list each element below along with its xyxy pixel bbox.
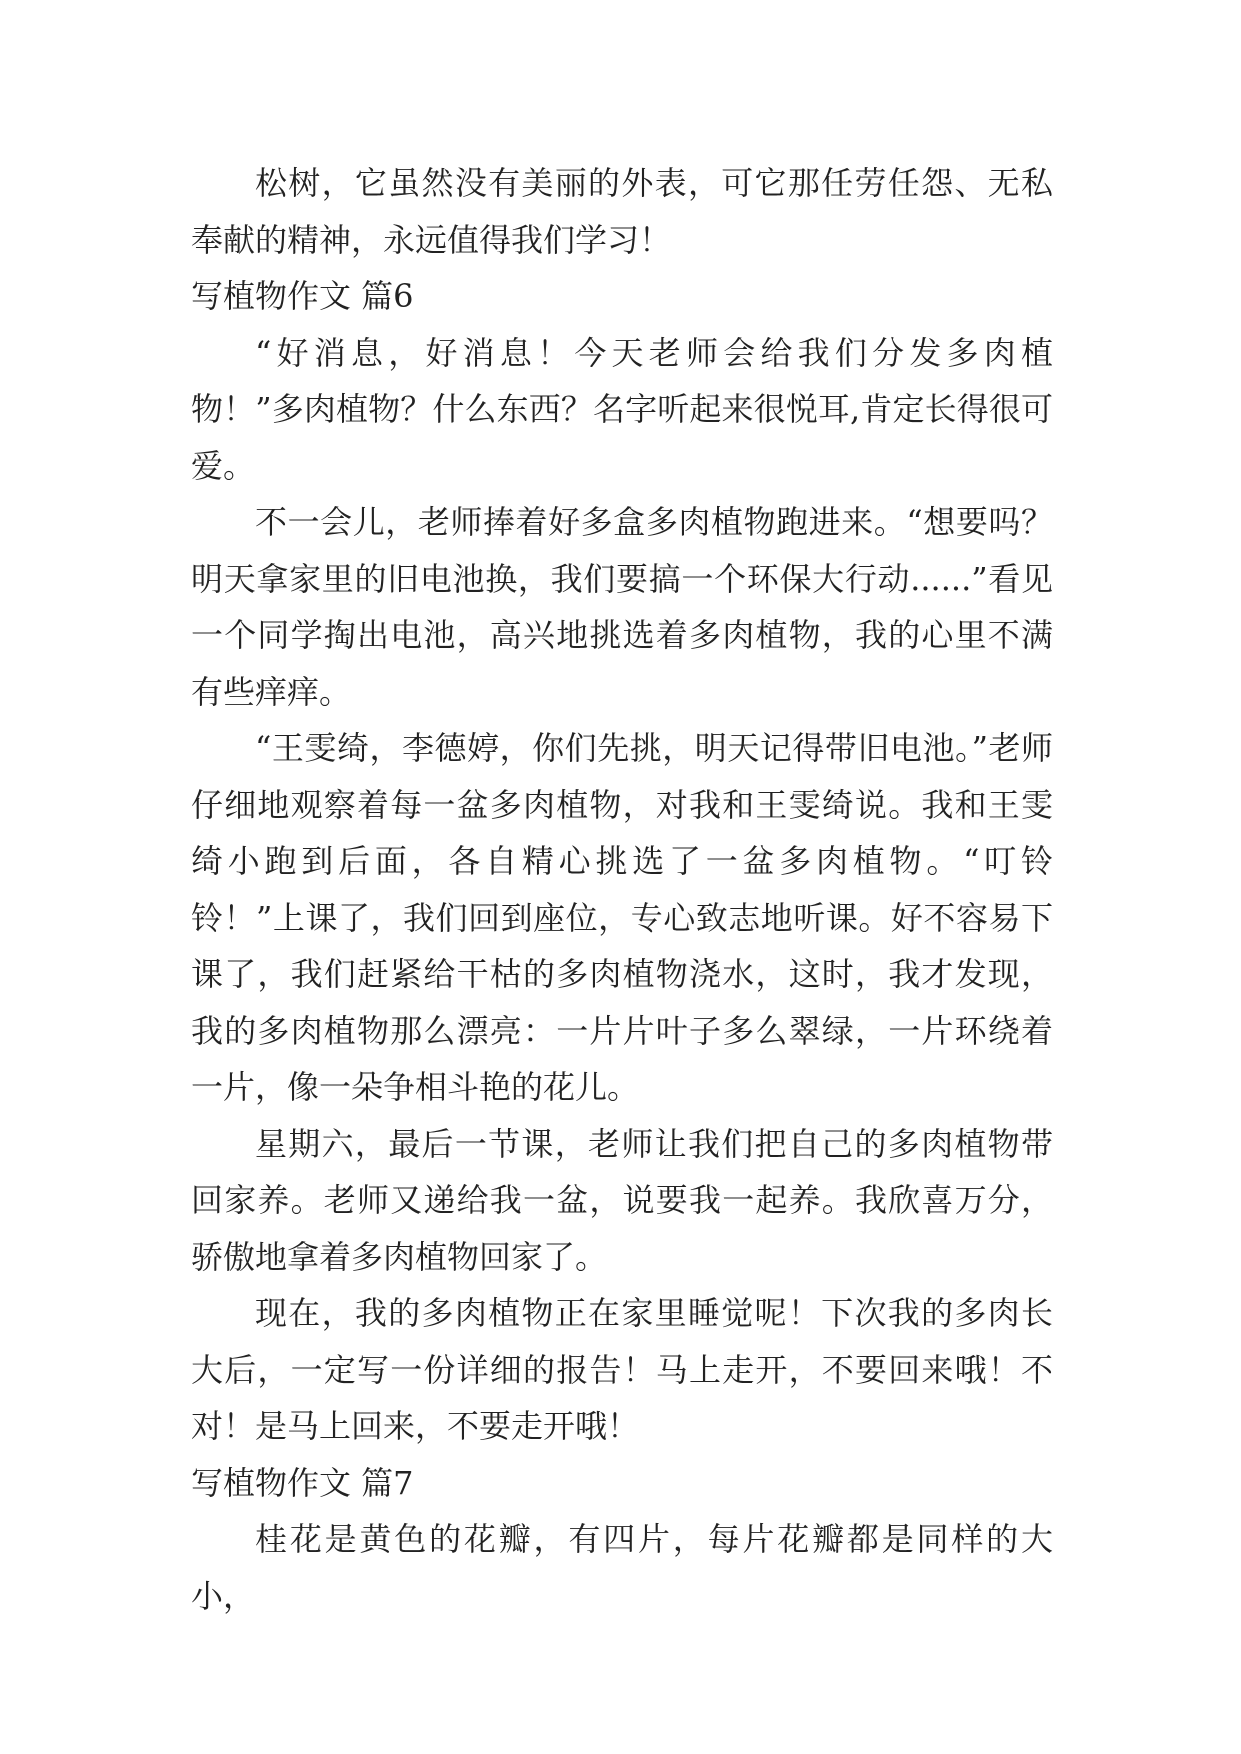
section-heading-essay-6: 写植物作文 篇6: [191, 277, 414, 315]
paragraph-saturday: 星期六，最后一节课，老师让我们把自己的多肉植物带回家养。老师又递给我一盆，说要我一起养。我欣喜万分，骄傲地拿着多肉植物回家了。: [191, 1124, 1053, 1276]
paragraph-choosing-plants: “王雯绮，李德婷，你们先挑，明天记得带旧电池。”老师仔细地观察着每一盆多肉植物，对我和王雯绮说。我和王雯绮小跑到后面，各自精心挑选了一盆多肉植物。“叮铃铃！”上课了，我们回到座位，专心致志地听课。好不容易下课了，我们赶紧给干枯的多肉植物浇水，这时，我才发现，我的多肉植物那么漂亮：一片片叶子多么翠绿，一片环绕着一片，像一朵争相斗艳的花儿。: [191, 729, 1053, 1106]
paragraph-pine-tree: 松树，它虽然没有美丽的外表，可它那任劳任怨、无私奉献的精神，永远值得我们学习！: [191, 164, 1053, 259]
paragraph-good-news: “好消息，好消息！今天老师会给我们分发多肉植物！”多肉植物？什么东西？名字听起来很悦耳,肯定长得很可爱。: [191, 333, 1053, 485]
paragraph-osmanthus: 桂花是黄色的花瓣，有四片，每片花瓣都是同样的大小，: [191, 1520, 1053, 1615]
paragraph-now: 现在，我的多肉植物正在家里睡觉呢！下次我的多肉长大后，一定写一份详细的报告！马上走开，不要回来哦！不对！是马上回来，不要走开哦！: [191, 1294, 1053, 1445]
paragraph-teacher-arrives: 不一会儿，老师捧着好多盒多肉植物跑进来。“想要吗？明天拿家里的旧电池换，我们要搞一个环保大行动......”看见一个同学掏出电池，高兴地挑选着多肉植物，我的心里不满有些痒痒。: [191, 503, 1053, 711]
section-heading-essay-7: 写植物作文 篇7: [191, 1463, 414, 1502]
document-page: [191, 155, 1053, 1624]
